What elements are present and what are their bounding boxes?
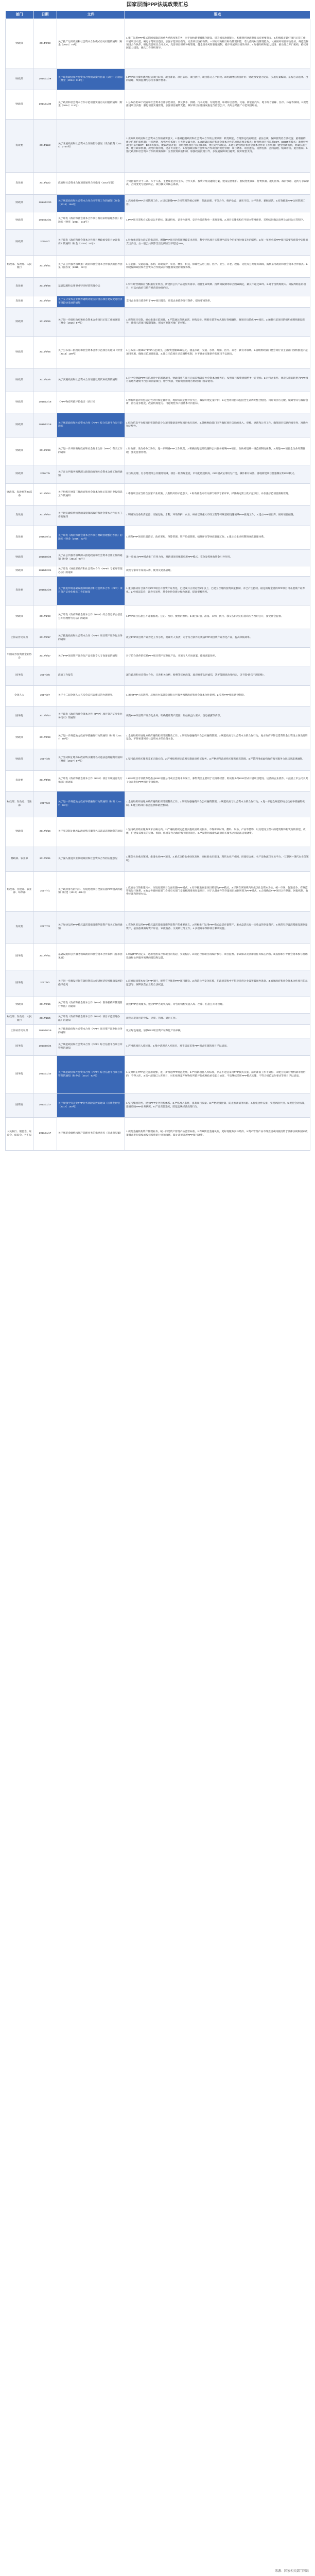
date-cell: 2015/4/7 bbox=[33, 230, 57, 256]
table-row bbox=[6, 369, 310, 392]
table-row bbox=[6, 90, 310, 120]
date-cell: 2017/11/17 bbox=[33, 1118, 57, 1151]
table-row bbox=[6, 727, 310, 749]
file-cell: 关于规范政府和社会资本合作（PPP）综合信息平台运行的通知 bbox=[57, 413, 125, 437]
table-row bbox=[6, 629, 310, 648]
points-cell: 在垃圾处理、污水处理等公共服务领域，项目一般有现金流，市场化程度较高，PPP模式运用较为广泛，操作相对成熟，各地新建项目要强制应用PPP模式。 bbox=[125, 465, 310, 484]
dept-cell: 发改委 bbox=[6, 506, 33, 526]
file-cell: 政府和社会资本合作项目通用合同指南（2014年版） bbox=[57, 173, 125, 195]
file-cell: 关于在公共服务领域推广政府和社会资本合作模式的指导意见（国办发〔2015〕42号） bbox=[57, 256, 125, 278]
file-cell: 《PPP物有所值评价指引（试行）》 bbox=[57, 392, 125, 413]
file-cell: 关于进一步规范地方政府举债融资行为的通知（财预〔2017〕50号） bbox=[57, 727, 125, 749]
file-cell: 关于规范政府和社会资本合作合同管理工作的通知（财金〔2014〕156号） bbox=[57, 195, 125, 212]
table-row bbox=[6, 296, 310, 308]
points-cell: 1.财政部、发改委分工协作，进一步明确PPP工作职责。2.积极推进基础设施和公共服务领域PPP项目，加快构建统一规范的制度体系。3.规范PPP项目全生命周期管理，强化监督管理。 bbox=[125, 437, 310, 465]
table-row bbox=[6, 1038, 310, 1056]
file-cell: 关于组织开展第三批政府和社会资本合作示范项目申报筛选工作的通知 bbox=[57, 484, 125, 506]
date-cell: 2015/12/18 bbox=[33, 413, 57, 437]
date-cell: 2014/12/2 bbox=[33, 120, 57, 173]
points-cell: 1.财政承受能力论证是指识别、测算PPP项目的各项财政支出责任，科学评估项目实施对当前及今后年度财政支出的影响。2.每一年度全部PPP项目需要从预算中安排的支出责任，占一般公共预算支出比例应当不超过10%。 bbox=[125, 230, 310, 256]
date-cell: 2016/7/5 bbox=[33, 465, 57, 484]
date-cell: 2015/6/25 bbox=[33, 308, 57, 337]
table-row bbox=[6, 749, 310, 771]
file-cell: 关于推广运用政府和社会资本合作模式有关问题的通知（财金〔2014〕76号） bbox=[57, 19, 125, 69]
dept-cell: 财政部 bbox=[6, 437, 33, 465]
file-cell: 关于印发《政府和社会资本合作（PPP）综合信息平台信息公开管理暂行办法》的通知 bbox=[57, 605, 125, 629]
table-row bbox=[6, 912, 310, 944]
points-cell: 对于符合条件的优质PPP项目资产证券化产品，实施专人专岗备案，提高备案效率。 bbox=[125, 648, 310, 666]
table-row bbox=[6, 392, 310, 413]
dept-cell: 财政部 bbox=[6, 997, 33, 1014]
date-cell: 2015/4/25 bbox=[33, 278, 57, 296]
points-cell: 1.物有所值评价包括定性评价和定量评价，现阶段以定性评价为主，鼓励开展定量评价。2.定性评价指标包括全生命周期整合程度、风险识别与分配、绩效导向与鼓励创新、潜在竞争程度、政府机构能力、可融资性等六项基本评价指标。 bbox=[125, 392, 310, 413]
dept-cell: 财政部 bbox=[6, 308, 33, 337]
points-cell: 1.聚焦农业重点领域，推进农业PPP项目。2.重点支持农业绿色发展、高标准农田建设、现代农业产业园、田园综合体、农产品物流与交易平台、“互联网+”现代农业等领域。 bbox=[125, 847, 310, 872]
date-cell: 2017/3/28 bbox=[33, 727, 57, 749]
header-dept: 部门 bbox=[6, 11, 33, 19]
points-cell: 1.推广运用PPP模式是国家确定的重大经济改革任务，对于加快新型城镇化建设、提升国家治理能力、构建现代财政制度具有重要意义。2.积极稳妥做好项目示范工作：开展项目示范，确定示范项目范围，加强示范项目指导，完善项目支持政策。3.切实有效履行财政管理职能：着力提高财政管理能力，认真做好项目评估论证，规范选择项目合作伙伴，细化完善项目合同文本，完善项目财政补贴管理，健全债务风险管理机制，稳步开展项目绩效评价。4.加强组织和能力建设：推动设立专门机构，持续开展能力建设，强化工作组织领导。 bbox=[125, 19, 310, 69]
points-cell: 1.坚持集团管控，建立PPP业务管控体系。2.严格准入条件，提高项目质量。3.严格规模控制，防止推高债务风险。4.优化合作安排，实现风险共担。5.规范会计核算，准确反映PPP业务状况。6.严肃责任追究，防范违规经营投资行为。 bbox=[125, 1094, 310, 1118]
date-cell: 2017/3/7 bbox=[33, 686, 57, 706]
dept-cell: 人民银行、银监会、证监会、保监会、外汇局 bbox=[6, 1118, 33, 1151]
table-row bbox=[6, 19, 310, 69]
points-cell: 1.规范PPP项目识别论证、政府采购、预算管理、资产负债管理、绩效评价等财政管理工作。2.建立全生命周期的财政管理体系。 bbox=[125, 526, 310, 550]
table-row bbox=[6, 792, 310, 817]
points-cell: 1.高度重视PPP合同管理工作。2.切实遵循PPP合同管理的核心原则：依法治理、平等合作、维护公益、诚实守信、公平效率、兼顾灵活。3.有效推进PPP合同管理工作。 bbox=[125, 195, 310, 212]
dept-cell: 发改委 bbox=[6, 278, 33, 296]
points-cell: 支持企业发行债券用于PPP项目建设，放宽企业债券发行条件，提高审核效率。 bbox=[125, 296, 310, 308]
dept-cell: 财政部 bbox=[6, 337, 33, 369]
date-cell: 2017/1/23 bbox=[33, 605, 57, 629]
dept-cell: 发改委 bbox=[6, 296, 33, 308]
points-cell: 1.PPP项目信息公开遵循客观、公正、及时、便利的原则。2.项目识别、准备、采购、执行、移交各阶段的信息均应当及时公开，接受社会监督。 bbox=[125, 605, 310, 629]
date-cell: 2015/5/19 bbox=[33, 296, 57, 308]
file-cell: 关于推进传统基础设施领域政府和社会资本合作（PPP）项目资产证券化相关工作的通知 bbox=[57, 577, 125, 605]
file-cell: 关于加快运用PPP模式盘活基础设施存量资产有关工作的通知 bbox=[57, 912, 125, 944]
date-cell: 2016/5/28 bbox=[33, 437, 57, 465]
file-cell: 关于加强中央企业PPP业务风险管控的通知（国资发财管〔2017〕192号） bbox=[57, 1094, 125, 1118]
dept-cell: 发改委 bbox=[6, 526, 33, 550]
file-cell: 关于充分发挥企业债券融资功能支持重点项目建设促进经济平稳较快发展的通知 bbox=[57, 296, 125, 308]
dept-cell: 国务院 bbox=[6, 666, 33, 686]
file-cell: 关于印发《政府和社会资本合作项目财政承受能力论证指引》的通知（财金〔2015〕21号） bbox=[57, 230, 125, 256]
points-cell: 1.特许经营期限应当根据行业特点、所提供公共产品或服务需求、项目生命周期、投资回收期等综合因素确定，最长不超过30年。2.对于投资规模大、回报周期长的项目，可以由政府与特许经营者协商约定。 bbox=[125, 278, 310, 296]
table-row bbox=[6, 526, 310, 550]
points-cell: 1.规范项目实施，重点推进示范项目。2.严禁通过保底承诺、回购安排、明股实债等方式进行变相融资，将项目包装成PPP项目。3.加强示范项目的组织保障和跟踪指导，确保示范项目按期落地，形成可复制可推广的经验。 bbox=[125, 308, 310, 337]
dept-cell: 国资委 bbox=[6, 1094, 33, 1118]
table-row bbox=[6, 1094, 310, 1118]
file-cell: 关于在公共服务领域深入推进政府和社会资本合作工作的通知 bbox=[57, 465, 125, 484]
date-cell: 2017/5/16 bbox=[33, 817, 57, 847]
date-cell: 2017/5/31 bbox=[33, 847, 57, 872]
table-row bbox=[6, 817, 310, 847]
file-cell: 关于政府参与的污水、垃圾处理项目全面实施PPP模式的通知（财建〔2017〕455号） bbox=[57, 872, 125, 912]
file-cell: 关于十二届全国人大五次会议代表建议的办理意见 bbox=[57, 686, 125, 706]
dept-cell: 国务院 bbox=[6, 970, 33, 997]
dept-cell: 财政部 bbox=[6, 465, 33, 484]
dept-cell: 上海证券交易所 bbox=[6, 1025, 33, 1038]
table-header-row bbox=[6, 11, 310, 19]
file-cell: 关于开展政府和社会资本合作的指导意见（发改投资〔2014〕2724号） bbox=[57, 120, 125, 173]
date-cell: 2017/10/19 bbox=[33, 1025, 57, 1038]
points-cell: 1.政府参与的新建污水、垃圾处理项目全面实施PPP模式。2.有序推进存量项目转型为PPP模式。3.尽快在该领域内形成以社会资本为主、统一市场、促进竞争、有效监管的运行体系。4.地方各级财政部门会同有关部门全面梳理排查存量项目，对于具备条件的存量项目加快转型为PPP模式。5.合理确定PPP项目合作期限、回报机制、收费标准和补贴办法。 bbox=[125, 872, 310, 912]
points-cell: 1.加快PPP立法进程，尽快出台基础设施和公共服务领域政府和社会资本合作条例。2.完善PPP相关法律制度。 bbox=[125, 686, 310, 706]
points-cell: 1.规范金融机构资产管理业务，统一同类资产管理产品监管标准。2.有效防控金融风险，更好地服务实体经济。3.资产管理产品不得直接或间接投资于法律法规和国家政策禁止进行债权或股权投资的行业和领域，禁止违规开展PPP项目融资。 bbox=[125, 1118, 310, 1151]
date-cell: 2015/4/21 bbox=[33, 256, 57, 278]
file-cell: 关于进一步共同做好政府和社会资本合作（PPP）有关工作的通知 bbox=[57, 437, 125, 465]
file-cell: 基础设施和公共服务领域政府和社会资本合作条例（征求意见稿） bbox=[57, 944, 125, 970]
date-cell: 2017/11/10 bbox=[33, 1056, 57, 1094]
points-cell: 1.申报项目应当符合国家产业政策、具有较好的示范意义。2.财政部会同有关部门组织专家评审，择优确定第三批示范项目，并加强示范项目跟踪管理。 bbox=[125, 484, 310, 506]
page-title: 国家层面PPP法规政策汇总 bbox=[126, 2, 188, 8]
table-row bbox=[6, 605, 310, 629]
table-body bbox=[6, 19, 310, 1151]
file-cell: 关于推进政府和社会资本合作（PPP）项目资产证券化业务的通知 bbox=[57, 629, 125, 648]
file-cell: 关于PPP项目资产证券化产品实施专人专岗备案的通知 bbox=[57, 648, 125, 666]
table-row bbox=[6, 506, 310, 526]
table-row bbox=[6, 69, 310, 90]
table-row bbox=[6, 212, 310, 230]
points-cell: 1.坚持政府购买服务改革正确方向。2.严格按照规定范围实施政府购买服务。3.严格规范政府购买服务预算管理。4.严禁利用或虚构政府购买服务合同违法违规融资。 bbox=[125, 749, 310, 771]
file-cell: 关于深入推进农业领域政府和社会资本合作的实施意见 bbox=[57, 847, 125, 872]
file-cell: 关于印发《政府和社会资本合作（PPP）咨询机构库管理暂行办法》的通知 bbox=[57, 997, 125, 1014]
table-row bbox=[6, 997, 310, 1014]
table-row bbox=[6, 550, 310, 566]
date-cell: 2017/11/17 bbox=[33, 1094, 57, 1118]
dept-cell: 财政部 bbox=[6, 817, 33, 847]
points-cell: 1.公布第二批206个PPP示范项目，总投资金额6589亿元，涵盖市政、交通、水利、环保、医疗、养老、教育等领域。2.各级财政部门要会同行业主管部门加快推进示范项目实施，确保示范项目质量。3.建立示范项目动态调整机制，对不具备实施条件的项目予以调出。 bbox=[125, 337, 310, 369]
points-cell: 1.充分认识政府和社会资本合作的重要意义。2.准确把握政府和社会资本合作的主要原则：转变职能，合理界定政府职责；依法合规，保障投资者合法权益；重诺履约，建立信用约束机制；公开透明，加强社会监督；公共利益最大化。3.合理确定政府和社会资本合作的项目范围及模式：经营性项目可采用BOT、BOOT等模式；准经营性项目可采用BOT、BOO等模式，配以政府补贴；非经营性项目可采用BOO、委托运营等模式。4.建立健全政府和社会资本合作的工作机制：健全协调机制，明确实施主体，建立联审机制，规范价格管理，提升专业能力。5.加强政府和社会资本合作项目的规范管理：项目储备、项目遴选、伙伴选择、合同管理、绩效评价、退出机制。6.强化政府和社会资本合作的政策保障：完善投资回报机制，加强政府投资引导，多渠道保障项目融资，做好配套支持。 bbox=[125, 120, 310, 173]
file-cell: 关于坚决制止地方以政府购买服务名义违法违规融资的通知 bbox=[57, 817, 125, 847]
date-cell: 2014/11/29 bbox=[33, 69, 57, 90]
dept-cell: 发改委 bbox=[6, 173, 33, 195]
dept-cell: 国务院 bbox=[6, 1038, 33, 1056]
file-cell: 关于公布第二批政府和社会资本合作示范项目的通知（财金〔2015〕109号） bbox=[57, 337, 125, 369]
dept-cell: 上海证券交易所 bbox=[6, 629, 33, 648]
dept-cell: 财政部 bbox=[6, 413, 33, 437]
points-cell: 1.PPP项目采购方式包括公开招标、邀请招标、竞争性谈判、竞争性磋商和单一来源采购。2.项目实施机构应当建立资格预审、采购结果确认谈判及合同公示等程序。 bbox=[125, 212, 310, 230]
dept-cell: 财政部 bbox=[6, 230, 33, 256]
dept-cell: 财政部 bbox=[6, 212, 33, 230]
dept-cell: 财政部 bbox=[6, 195, 33, 212]
points-cell: 1.综合信息平台按项目实施阶段分为项目储备清单和项目执行清单。2.各级财政部门应当做好项目信息的录入、审核、更新和公开工作，确保项目信息的真实性、准确性和完整性。 bbox=[125, 413, 310, 437]
dept-cell: 财政部 bbox=[6, 550, 33, 566]
table-row bbox=[6, 484, 310, 506]
dept-cell: 财政部、农业部 bbox=[6, 847, 33, 872]
points-cell: 1.重点推动符合条件的PPP项目开展资产证券化，已建成并正常运营2年以上，已建立合理的投资回报机制，并已产生持续、稳定的现金流的PPP项目可开展资产证券化。2.中国证监会、证券交易所、基金业协会建立绿色通道，提高审核效率。 bbox=[125, 577, 310, 605]
table-row bbox=[6, 413, 310, 437]
table-row bbox=[6, 437, 310, 465]
file-cell: 基础设施和公用事业特许经营管理办法 bbox=[57, 278, 125, 296]
dept-cell: 国务院 bbox=[6, 944, 33, 970]
file-cell: 政府工作报告 bbox=[57, 666, 125, 686]
points-cell: 规范PPP咨询服务，建立PPP咨询机构库，对咨询机构实施入库、出库、信息公开等管理。 bbox=[125, 997, 310, 1014]
points-cell: 合同指南共计十二章、八十八条，主要规范合同主体、合作关系、投资计划及融资方案、建设运营维护、股权变更限制、付费机制、履约担保、政府承诺、违约与争议解决、合同变更与提前终止、项目移交等核心条款。 bbox=[125, 173, 310, 195]
file-cell: 关于实施政府和社会资本合作项目以奖代补政策的通知 bbox=[57, 369, 125, 392]
date-cell: 2015/12/18 bbox=[33, 392, 57, 413]
points-cell: 1.在能源、交通运输、水利、环境保护、农业、林业、科技、保障性安居工程、医疗、卫生、养老、教育、文化等公共服务领域，鼓励采用政府和社会资本合作模式。2.构建保障政府和社会资本合作模式持续健康发展的制度体系。 bbox=[125, 256, 310, 278]
table-row bbox=[6, 465, 310, 484]
date-cell: 2016/8/30 bbox=[33, 506, 57, 526]
file-cell: 关于印发《政府和社会资本合作（PPP）项目专项债券发行指引》的通知 bbox=[57, 771, 125, 792]
date-cell: 2016/8/10 bbox=[33, 484, 57, 506]
table-row bbox=[6, 686, 310, 706]
date-cell: 2017/7/21 bbox=[33, 944, 57, 970]
date-cell: 2017/9/15 bbox=[33, 997, 57, 1014]
points-cell: 1.公布首批30个政府和社会资本合作示范项目，涉及供水、供暖、污水处理、垃圾处理、环境综合治理、交通、新能源汽车、地下综合管廊、医疗、体育等领域。2.规范推进项目实施：强化项目实施管理，加强项目融资支持，做好项目实施情况报送与信息公开，及时总结推广示范项目经验。 bbox=[125, 90, 310, 120]
dept-cell: 中国证券投资基金业协会 bbox=[6, 648, 33, 666]
file-cell: 关于坚决制止地方以政府购买服务名义违法违规融资的通知（财预〔2017〕87号） bbox=[57, 749, 125, 771]
table-row bbox=[6, 970, 310, 997]
date-cell: 2015/9/25 bbox=[33, 337, 57, 369]
dept-cell: 国务院 bbox=[6, 706, 33, 727]
dept-cell: 财政部、发改委、人民银行 bbox=[6, 256, 33, 278]
table-row bbox=[6, 666, 310, 686]
dept-cell: 财政部 bbox=[6, 749, 33, 771]
table-row bbox=[6, 577, 310, 605]
table-row bbox=[6, 337, 310, 369]
table-row bbox=[6, 944, 310, 970]
points-cell: 成立PPP项目资产证券化工作小组，明确专人负责，对于符合条件的优质PPP项目资产证券化产品，提高审核效率。 bbox=[125, 629, 310, 648]
file-cell: 关于规范金融机构资产管理业务的指导意见（征求意见稿） bbox=[57, 1118, 125, 1151]
date-cell: 2017/9/1 bbox=[33, 970, 57, 997]
dept-cell: 发改委 bbox=[6, 771, 33, 792]
header-points: 要点 bbox=[125, 11, 310, 19]
points-cell: 1.坚持政府购买服务改革正确方向。2.严格按照规定范围实施政府购买服务，不得将原材料、燃料、设备、产品等货物，以及建设工程中的建筑物和构筑物的新建、改建、扩建及其相关的装修、拆除、修缮等作为政府购买服务项目。3.严禁利用或虚构政府购买服务合同违法违规融资。 bbox=[125, 817, 310, 847]
date-cell: 2016/12/26 bbox=[33, 577, 57, 605]
dept-cell: 财政部 bbox=[6, 19, 33, 69]
points-cell: 1.充分认识运用PPP模式盘活基础设施存量资产的重要意义。2.积极推广运用PPP模式盘活存量资产，重点盘活具有一定收益的存量资产。3.规范有序盘活基础设施存量资产，依法依规做好资产评估、审批报备、交易转让等工作。4.多措并举保障项目顺利实施。 bbox=[125, 912, 310, 944]
dept-cell: 财政部、住建部、农业部、环保部 bbox=[6, 872, 33, 912]
file-cell: 关于在公共服务领域深入推进政府和社会资本合作工作的通知（财金〔2016〕90号） bbox=[57, 550, 125, 566]
dept-cell: 财政部 bbox=[6, 392, 33, 413]
date-cell: 2017/7/1 bbox=[33, 872, 57, 912]
file-cell: 关于政府和社会资本合作示范项目实施有关问题的通知（财金〔2014〕112号） bbox=[57, 90, 125, 120]
table-row bbox=[6, 308, 310, 337]
points-cell: 1.对中央财政PPP示范项目中的新建项目，财政部将在项目完成采购确定社会资本合作方后，按照项目投资规模给予一定奖励。2.对符合条件、规范实施的转型为PPP项目的地方融资平台公司存量项目，给予奖励，奖励资金由地方财政部门统筹使用。 bbox=[125, 369, 310, 392]
table-row bbox=[6, 1025, 310, 1038]
table-row bbox=[6, 847, 310, 872]
points-cell: 设立绿色通道，加快PPP项目资产证券化产品审核。 bbox=[125, 1025, 310, 1038]
dept-cell: 发改委 bbox=[6, 912, 33, 944]
table-row bbox=[6, 1118, 310, 1151]
file-cell: 关于进一步规范地方政府举债融资行为的通知（财预〔2017〕50号） bbox=[57, 792, 125, 817]
file-cell: 关于进一步激发民间有效投资活力促进经济持续健康发展的指导意见 bbox=[57, 970, 125, 997]
date-cell: 2017/2/17 bbox=[33, 648, 57, 666]
date-cell: 2017/3/10 bbox=[33, 706, 57, 727]
table-row bbox=[6, 256, 310, 278]
date-cell: 2017/7/3 bbox=[33, 912, 57, 944]
table-row bbox=[6, 173, 310, 195]
points-cell: 1.全面组织开展地方政府融资担保清理整改工作。2.切实加强融资平台公司融资管理。3.规范政府与社会资本方的合作行为，地方政府不得以借贷资金出资设立各类投资基金，不得承诺回购社会资本方的投资本金。 bbox=[125, 727, 310, 749]
dept-cell: 财政部 bbox=[6, 566, 33, 577]
table-row bbox=[6, 120, 310, 173]
table-row bbox=[6, 230, 310, 256]
date-cell: 2014/12/31 bbox=[33, 212, 57, 230]
date-cell: 2015/12/8 bbox=[33, 369, 57, 392]
points-cell: 规范示范项目的申报、评审、管理、退出工作。 bbox=[125, 1014, 310, 1025]
source-note: 来源：国家相关部门网站 bbox=[274, 2570, 309, 2573]
dept-cell: 财政部 bbox=[6, 369, 33, 392]
points-cell: 进一步加大PPP模式推广应用力度，对新建项目强制应用PPP模式，充分发挥财政资金引导作用。 bbox=[125, 550, 310, 566]
file-cell: 关于印发政府和社会资本合作模式操作指南（试行）的通知（财金〔2014〕113号） bbox=[57, 69, 125, 90]
points-cell: 深化政府和社会资本合作，完善相关价格、税费等优惠政策，政府要带头讲诚信，决不能随意改变约定，决不能“新官不理旧账”。 bbox=[125, 666, 310, 686]
file-cell: 关于进一步做好政府和社会资本合作项目示范工作的通知（财金〔2015〕57号） bbox=[57, 308, 125, 337]
table-row bbox=[6, 1056, 310, 1094]
date-cell: 2016/12/21 bbox=[33, 566, 57, 577]
date-cell: 2014/12/30 bbox=[33, 195, 57, 212]
date-cell: 2017/5/3 bbox=[33, 792, 57, 817]
points-cell: 规范专家库专家的入库、使用及退出管理。 bbox=[125, 566, 310, 577]
file-cell: 关于印发《财政部政府和社会资本合作（PPP）专家库管理办法》的通知 bbox=[57, 566, 125, 577]
points-cell: 1.PPP项目操作流程包括项目识别、项目准备、项目采购、项目执行、项目移交五个阶段。2.明确物有所值评价、财政承受能力论证、实施方案编制、采购方式选择、合同管理、绩效监测与移交等操作要求。 bbox=[125, 69, 310, 90]
points-cell: 1.PPP项目专项债券是指由PPP项目公司或社会资本方发行，募集资金主要用于以特许经营、购买服务等PPP形式开展项目建设、运营的企业债券。2.鼓励上市公司及其子公司发行PPP项目专项债券。 bbox=[125, 771, 310, 792]
table-row bbox=[6, 1014, 310, 1025]
dept-cell: 财政部 bbox=[6, 727, 33, 749]
points-cell: 1.严格新项目入库标准。2.集中清理已入库项目，对不适宜采用PPP模式实施的项目予以清退。 bbox=[125, 1038, 310, 1056]
table-row bbox=[6, 278, 310, 296]
dept-cell: 财政部、发改委等20部委 bbox=[6, 484, 33, 506]
dept-cell: 国务院 bbox=[6, 1056, 33, 1094]
file-cell: 关于规范政府和社会资本合作（PPP）综合信息平台项目库管理的通知（财办金〔2017〕92号） bbox=[57, 1056, 125, 1094]
points-cell: 1.全面组织开展地方政府融资担保清理整改工作。2.切实加强融资平台公司融资管理。3.规范政府与社会资本方的合作行为。4.进一步健全规范的地方政府举债融资机制。5.建立跨部门联合监测和防控机制。 bbox=[125, 792, 310, 817]
dept-cell: 财政部 bbox=[6, 605, 33, 629]
table-row bbox=[6, 771, 310, 792]
table-row bbox=[6, 872, 310, 912]
header-file: 文件 bbox=[57, 11, 125, 19]
dept-cell: 财政部 bbox=[6, 69, 33, 90]
points-cell: 1.明确PPP的定义、适用范围及合作项目的发起、实施程序。2.规范合作项目的政府参与、项目监督、争议解决及法律责任等核心内容。3.鼓励和引导社会资本参与基础设施和公共服务领域的建设和运营。 bbox=[125, 944, 310, 970]
date-cell: 2017/2/17 bbox=[33, 629, 57, 648]
file-cell: 关于印发《政府和社会资本合作项目政府采购管理办法》的通知（财库〔2014〕215号） bbox=[57, 212, 125, 230]
date-cell: 2017/4/26 bbox=[33, 771, 57, 792]
file-cell: 关于切实做好传统基础设施领域政府和社会资本合作有关工作的通知 bbox=[57, 506, 125, 526]
points-cell: 1.及时纠正PPP泛化滥用现象，进一步推进PPP规范发展。2.严格新项目入库标准，存在不适宜采用PPP模式实施、前期准备工作不到位、未建立按效付费机制等情形的，不得入库。3.集中清理已入库项目，对未按规定开展物有所值评价或财政承受能力论证、不宜继续采用PPP模式实施、不符合规范运作要求等项目予以清退。 bbox=[125, 1056, 310, 1094]
policy-table bbox=[5, 10, 310, 1151]
dept-cell: 财政部、发改委、人民银行 bbox=[6, 1014, 33, 1025]
date-cell: 2017/4/6 bbox=[33, 749, 57, 771]
date-cell: 2014/11/30 bbox=[33, 90, 57, 120]
date-cell: 2016/10/24 bbox=[33, 550, 57, 566]
table-row bbox=[6, 195, 310, 212]
file-cell: 关于推进政府和社会资本合作（PPP）项目资产证券化业务的通知 bbox=[57, 1025, 125, 1038]
date-cell: 2016/10/11 bbox=[33, 526, 57, 550]
dept-cell: 发改委 bbox=[6, 120, 33, 173]
dept-cell: 财政部 bbox=[6, 90, 33, 120]
points-cell: 1.明确发改委负责能源、交通运输、水利、环境保护、农业、林业以及重大市政工程等传统基础设施领域PPP推进工作。2.建立PPP项目库，做好项目储备。 bbox=[125, 506, 310, 526]
table-row bbox=[6, 566, 310, 577]
table-row bbox=[6, 648, 310, 666]
dept-cell: 发改委 bbox=[6, 577, 33, 605]
points-cell: 1.鼓励民间资本参与PPP项目，规范有序推进PPP项目建设。2.营造公平竞争环境，在政府采购中不得对民营企业设置歧视性条款。3.加强政府和社会资本合作项目的示范引导，保障民营企业的合法权益。 bbox=[125, 970, 310, 997]
dept-cell: 全国人大 bbox=[6, 686, 33, 706]
dept-cell: 财政部、发改委、司法部 bbox=[6, 792, 33, 817]
file-cell: 关于规范政府和社会资本合作（PPP）综合信息平台项目库管理的通知 bbox=[57, 1038, 125, 1056]
date-cell: 2014/9/23 bbox=[33, 19, 57, 69]
file-cell: 关于印发《政府和社会资本合作项目财政管理暂行办法》的通知（财金〔2016〕92号） bbox=[57, 526, 125, 550]
date-cell: 2017/10/5 bbox=[33, 1014, 57, 1025]
date-cell: 2017/10/24 bbox=[33, 1038, 57, 1056]
date-cell: 2017/3/5 bbox=[33, 666, 57, 686]
file-cell: 关于印发《政府和社会资本合作（PPP）项目示范管理办法》的通知 bbox=[57, 1014, 125, 1025]
table-row bbox=[6, 706, 310, 727]
date-cell: 2014/12/2 bbox=[33, 173, 57, 195]
header-date: 日期 bbox=[33, 11, 57, 19]
file-cell: 关于印发《政府和社会资本合作（PPP）项目资产证券化业务指引》的通知 bbox=[57, 706, 125, 727]
points-cell: 规范PPP项目资产证券化业务，明确基础资产范围、原始权益人要求、信息披露等内容。 bbox=[125, 706, 310, 727]
